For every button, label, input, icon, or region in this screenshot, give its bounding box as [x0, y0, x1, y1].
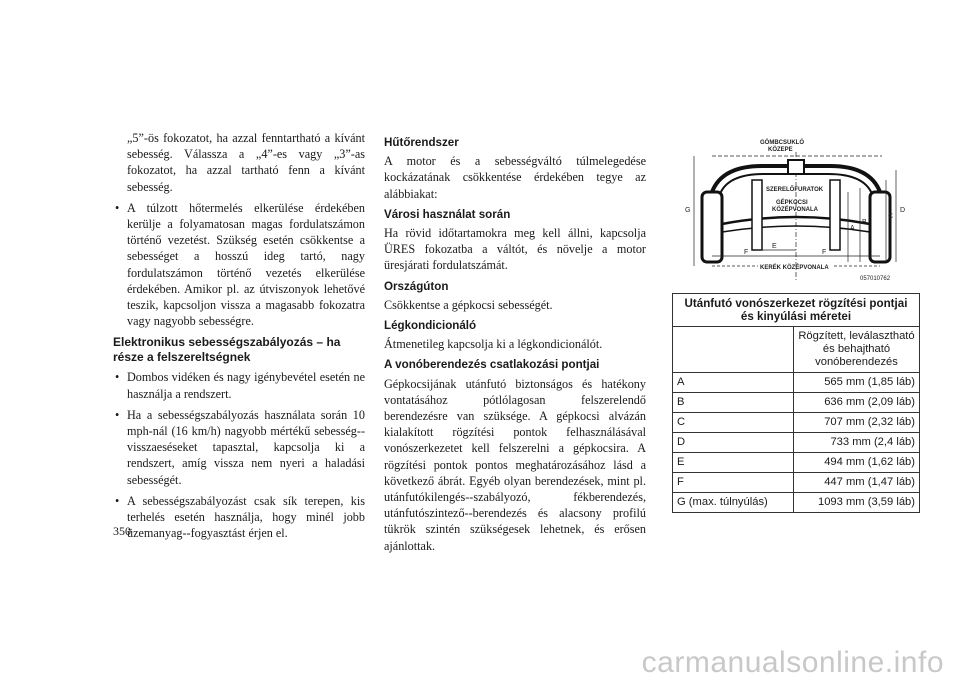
left-rail	[752, 180, 762, 250]
right-rail	[830, 180, 840, 250]
hitch-paragraph: Gépkocsijának utánfutó biztonságos és hatékony vontatásához pótlólagosan felszerelendő berendezésre van szüksége. A gépkocsi alvázán kialakított rögzítési pontok felhasználásával vonószerkezetet kell felszerelni a gépkocsira. A rögzítési pontok pontos meghatározásához lásd a következő ábrát. Egyéb olyan berendezések, mint pl. utánfutókilengés--szabályozó, fékberendezés, utánfutószintező--berendezés és alacsony profilú tükrök szintén szükségesek lehetnek, és erősen ajánlottak.	[384, 376, 646, 553]
letter-a: A	[850, 225, 855, 232]
city-paragraph: Ha rövid időtartamokra meg kell állni, kapcsolja ÜRES fokozatba a váltót, és növelje a motor üresjárati fordulatszámát.	[384, 226, 646, 273]
row-value: 565 mm (1,85 láb)	[794, 373, 920, 393]
watermark-text: carmanualsonline.info	[641, 646, 944, 679]
left-column	[113, 130, 365, 546]
row-label: G (max. túlnyúlás)	[673, 493, 794, 513]
hitch-heading: A vonóberendezés csatlakozási pontjai	[384, 358, 600, 372]
row-value: 1093 mm (3,59 láb)	[794, 493, 920, 513]
label-mount-holes: SZERELŐFURATOK	[766, 187, 824, 193]
letter-e: E	[772, 243, 777, 250]
row-label: F	[673, 473, 794, 493]
right-tire	[870, 192, 890, 262]
letter-d: D	[900, 207, 906, 214]
cooling-heading: Hűtőrendszer	[384, 136, 459, 149]
label-ball-center-2: KÖZEPE	[768, 147, 793, 153]
table-row	[673, 493, 920, 513]
hitch-spec-table	[672, 293, 920, 513]
row-label: D	[673, 433, 794, 453]
left-tire	[702, 192, 722, 262]
hitch-diagram-svg	[672, 132, 920, 287]
table-row	[673, 413, 920, 433]
road-heading: Országúton	[384, 279, 449, 293]
bullet-item: • A sebességszabályozást csak sík terepen, kis terhelés esetén használja, hogy minél jobb üzemanyag--fogyasztást érjen el.	[113, 493, 365, 542]
table-empty-cell	[673, 327, 794, 373]
letter-b: B	[862, 219, 867, 226]
receiver-box	[788, 160, 804, 174]
row-label: B	[673, 393, 794, 413]
letter-f: F	[744, 249, 749, 256]
bullet-heat: • A túlzott hőtermelés elkerülése érdekében kerülje a folyamatosan magas fordulatszámon történő vezetést. Szükség esetén csökkentse a sebességet a hosszú ideg tartó, nagy fordulatszámon történő vezetés elkerülése érdekében. Amikor pl. az útviszonyok lehetővé teszik, kapcsoljon vissza a magasabb fokozatra vagy nagyobb sebességre.	[113, 200, 365, 330]
letter-f-right: F	[822, 249, 827, 256]
row-label: C	[673, 413, 794, 433]
road-paragraph: Csökkentse a gépkocsi sebességét.	[384, 297, 553, 312]
page-number: 350	[113, 524, 131, 538]
label-vehicle-center-2: KÖZÉPVONALA	[772, 207, 819, 213]
row-value: 447 mm (1,47 láb)	[794, 473, 920, 493]
hitch-diagram	[672, 132, 920, 287]
row-value: 707 mm (2,32 láb)	[794, 413, 920, 433]
middle-column	[384, 135, 646, 559]
paragraph-continuation: „5”-ös fokozatot, ha azzal fenntartható a kívánt sebesség. Válassza a „4”-es vagy „3”-as fokozatot, ha azzal tartható fenn a kívánt sebesség.	[127, 131, 365, 194]
label-ball-center: GÖMBCSUKLÓ	[760, 140, 804, 146]
row-label: A	[673, 373, 794, 393]
label-wheel-center: KERÉK KÖZÉPVONALA	[760, 265, 829, 271]
ac-heading: Légkondicionáló	[384, 319, 477, 333]
row-value: 733 mm (2,4 láb)	[794, 433, 920, 453]
city-heading: Városi használat során	[384, 207, 511, 221]
ac-paragraph: Átmenetileg kapcsolja ki a légkondicionálót.	[384, 337, 603, 352]
table-title: Utánfutó vonószerkezet rögzítési pontjai és kinyúlási méretei	[673, 294, 920, 327]
table-row	[673, 453, 920, 473]
table-subheader: Rögzített, leválasztható és behajtható vonóberendezés	[794, 327, 920, 373]
row-value: 636 mm (2,09 láb)	[794, 393, 920, 413]
table-row	[673, 393, 920, 413]
cruise-heading: Elektronikus sebességszabályozás – ha része a felszereltségnek	[113, 335, 341, 365]
letter-g: G	[685, 207, 691, 214]
bullet-item: • Dombos vidéken és nagy igénybevétel esetén ne használja a rendszert.	[113, 369, 365, 401]
right-column	[672, 132, 920, 513]
figure-code: 057010762	[860, 276, 891, 282]
label-vehicle-center: GÉPKOCSI	[776, 200, 808, 206]
row-label: E	[673, 453, 794, 473]
table-row	[673, 473, 920, 493]
table-row	[673, 433, 920, 453]
row-value: 494 mm (1,62 láb)	[794, 453, 920, 473]
cooling-paragraph: A motor és a sebességváltó túlmelegedése kockázatának csökkentése érdekében tegye az alábbiakat:	[384, 154, 646, 201]
bullet-item: • Ha a sebességszabályozás használata során 10 mph-nál (16 km/h) nagyobb mértékű sebesség--visszaeséseket tapasztal, kapcsolja ki a rendszert, amíg vissza nem nyeri a haladási sebességét.	[113, 407, 365, 488]
table-row	[673, 373, 920, 393]
letter-c: C	[888, 213, 894, 220]
